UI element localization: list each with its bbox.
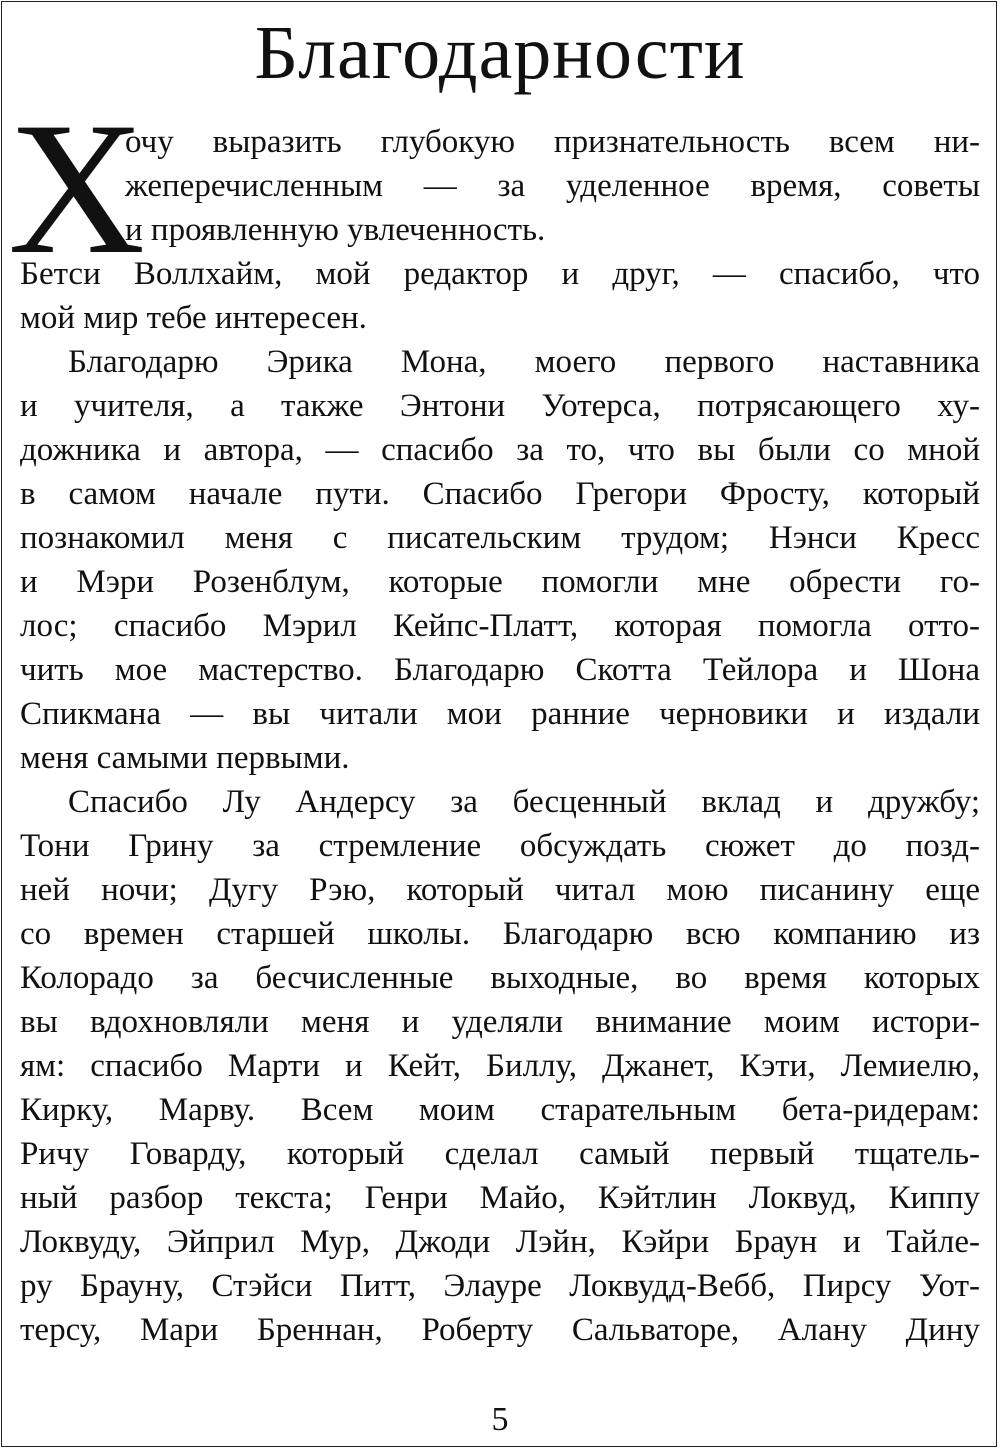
paragraph-1 bbox=[20, 252, 980, 340]
text-line: ям: спасибо Марти и Кейт, Биллу, Джанет, Кэти, Лемиелю, bbox=[20, 1048, 980, 1084]
drop-cap-letter: Х bbox=[8, 84, 146, 294]
text-line: Спикмана — вы читали мои ранние черновики и издали bbox=[20, 696, 980, 732]
paragraph-3 bbox=[20, 780, 980, 1352]
text-line: дожника и автора, — спасибо за то, что вы были со мной bbox=[20, 432, 980, 468]
text-line: мой мир тебе интересен. bbox=[20, 300, 367, 336]
text-line: со времен старшей школы. Благодарю всю компанию из bbox=[20, 916, 980, 952]
page-title: Благодарности bbox=[254, 11, 746, 95]
text-line: и проявленную увлеченность. bbox=[125, 212, 546, 248]
text-line: лос; спасибо Мэрил Кейпс-Платт, которая помогла отто- bbox=[20, 608, 980, 644]
text-line: ру Брауну, Стэйси Питт, Элауре Локвудд-Вебб, Пирсу Уот- bbox=[20, 1268, 980, 1304]
text-line: меня самыми первыми. bbox=[20, 740, 350, 776]
text-line: Ричу Говарду, который сделал самый первый тщатель- bbox=[20, 1136, 980, 1172]
paragraph-2 bbox=[20, 340, 980, 780]
text-line: ный разбор текста; Генри Майо, Кэйтлин Локвуд, Киппу bbox=[20, 1180, 980, 1216]
text-line: Бетси Воллхайм, мой редактор и друг, — спасибо, что bbox=[20, 256, 980, 292]
text-line: Колорадо за бесчисленные выходные, во время которых bbox=[20, 960, 980, 996]
text-line: Кирку, Марву. Всем моим старательным бета-ридерам: bbox=[20, 1092, 980, 1128]
text-line: Спасибо Лу Андерсу за бесценный вклад и дружбу; bbox=[68, 784, 980, 820]
text-line: познакомил меня с писательским трудом; Нэнси Кресс bbox=[20, 520, 980, 556]
text-line: и Мэри Розенблум, которые помогли мне обрести го- bbox=[20, 564, 980, 600]
text-line: Тони Грину за стремление обсуждать сюжет до позд- bbox=[20, 828, 980, 864]
text-line: очу выразить глубокую признательность всем ни- bbox=[125, 124, 980, 160]
opening-paragraph bbox=[20, 120, 980, 252]
text-line: ней ночи; Дугу Рэю, который читал мою писанину еще bbox=[20, 872, 980, 908]
text-line: вы вдохновляли меня и уделяли внимание моим истори- bbox=[20, 1004, 980, 1040]
text-line: терсу, Мари Бреннан, Роберту Сальваторе, Алану Дину bbox=[20, 1312, 980, 1348]
page-number: 5 bbox=[491, 1401, 509, 1438]
text-line: жеперечисленным — за уделенное время, советы bbox=[125, 168, 980, 204]
text-line: Локвуду, Эйприл Мур, Джоди Лэйн, Кэйри Браун и Тайле- bbox=[20, 1224, 980, 1260]
text-line: Благодарю Эрика Мона, моего первого наставника bbox=[68, 344, 980, 380]
text-line: в самом начале пути. Спасибо Грегори Фросту, который bbox=[20, 476, 980, 512]
text-line: чить мое мастерство. Благодарю Скотта Тейлора и Шона bbox=[20, 652, 980, 688]
body-text bbox=[20, 120, 980, 1352]
text-line: и учителя, а также Энтони Уотерса, потрясающего ху- bbox=[20, 388, 980, 424]
